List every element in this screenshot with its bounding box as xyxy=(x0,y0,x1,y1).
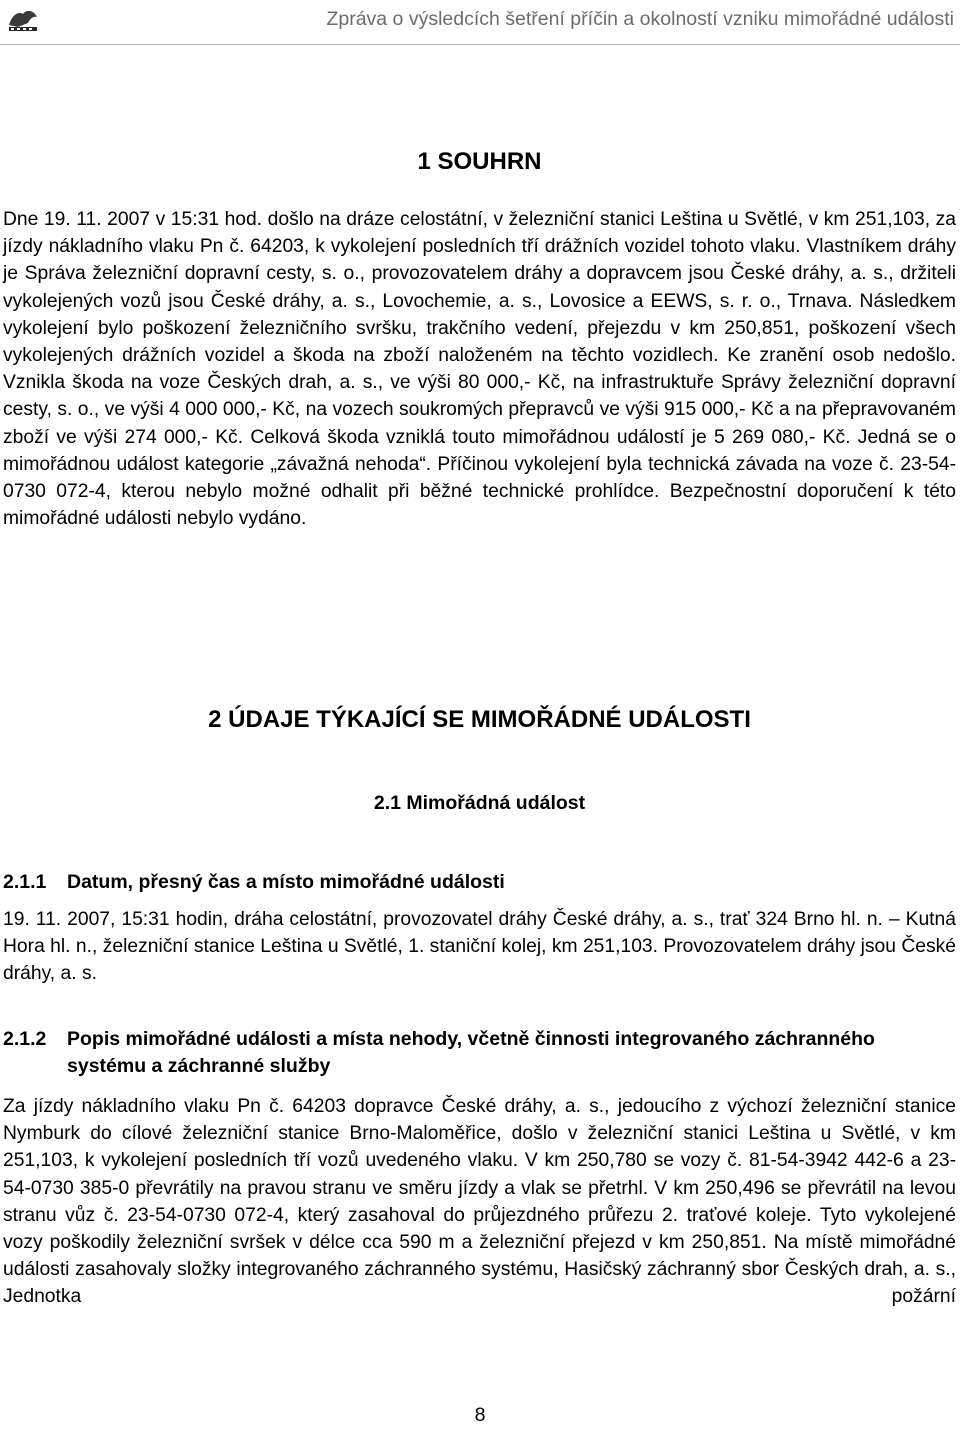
section-2-1-1-number: 2.1.1 xyxy=(3,871,47,893)
section-1-heading: 1 SOUHRN xyxy=(417,148,542,175)
section-2-1-heading: 2.1 Mimořádná událost xyxy=(373,792,586,814)
page-header xyxy=(0,0,960,45)
section-2-1-2-heading xyxy=(3,1026,956,1080)
section-2-1-1-paragraph: 19. 11. 2007, 15:31 hodin, dráha celostátní, provozovatel dráhy České dráhy, a. s., trať 324 Brno hl. n. – Kutná Hora hl. n., železniční stanice Leština u Světlé, 1. staniční kolej, km 251,103. Provozovatelem dráhy jsou České dráhy, a. s. xyxy=(3,909,956,985)
section-2-heading: 2 ÚDAJE TÝKAJÍCÍ SE MIMOŘÁDNÉ UDÁLOSTI xyxy=(208,706,751,733)
section-1-summary-paragraph: Dne 19. 11. 2007 v 15:31 hod. došlo na dráze celostátní, v železniční stanici Leština u Světlé, v km 251,103, za jízdy nákladního vlaku Pn č. 64203, k vykolejení posledních tří drážních vozidel tohoto vlaku. Vlastníkem dráhy je Správa železniční dopravní cesty, s. o., provozovatelem dráhy a dopravcem jsou České dráhy, a. s., držiteli vykolejených vozů jsou České dráhy, a. s., Lovochemie, a. s., Lovosice a EEWS, s. r. o., Trnava. Následkem vykolejení bylo poškození železničního svršku, trakčního vedení, přejezdu v km 250,851, poškození všech vykolejených drážních vozidel a škoda na zboží naloženém na těchto vozidlech. Ke zranění osob nedošlo. Vznikla škoda na voze Českých drah, a. s., ve výši 80 000,- Kč, na infrastruktuře Správy železniční dopravní cesty, s. o., ve výši 4 000 000,- Kč, na vozech soukromých přepravců ve výši 915 000,- Kč a na přepravovaném zboží ve výši 274 000,- Kč. Celková škoda vzniklá touto mimořádnou událostí je 5 269 080,- Kč. Jedná se o mimořádnou událost kategorie „závažná nehoda“. Příčinou vykolejení byla technická závada na voze č. 23-54-0730 072-4, kterou nebylo možné odhalit při běžné technické prohlídce. Bezpečnostní doporučení k této mimořádné události nebylo vydáno. xyxy=(3,209,956,530)
document-header-title: Zpráva o výsledcích šetření příčin a okolností vzniku mimořádné události xyxy=(326,8,954,30)
section-2-1-2-number: 2.1.2 xyxy=(3,1028,47,1050)
section-2-1-1-title: Datum, přesný čas a místo mimořádné události xyxy=(67,871,505,893)
drazni-inspekce-logo-icon xyxy=(6,5,40,35)
section-2-1-2-title: Popis mimořádné události a místa nehody, včetně činnosti integrovaného záchranného systému a záchranné služby xyxy=(67,1028,875,1077)
page-number: 8 xyxy=(474,1404,486,1426)
section-2-1-2-paragraph: Za jízdy nákladního vlaku Pn č. 64203 dopravce České dráhy, a. s., jedoucího z výchozí železniční stanice Nymburk do cílové železniční stanice Brno-Maloměřice, došlo v železniční stanici Leština u Světlé, v km 251,103, k vykolejení posledních tří vozů uvedeného vlaku. V km 250,780 se vozy č. 81-54-3942 442-6 a 23-54-0730 385-0 převrátily na pravou stranu ve směru jízdy a vlak se přetrhl. V km 250,496 se převrátil na levou stranu vůz č. 23-54-0730 072-4, který zasahoval do průjezdného průřezu 2. traťové koleje. Tyto vykolejené vozy poškodily železniční svršek v délce cca 590 m a železniční přejezd v km 250,851. Na místě mimořádné události zasahovaly složky integrovaného záchranného systému, Hasičský záchranný sbor Českých drah, a. s., Jednotka požární xyxy=(3,1096,956,1308)
section-2-1-1-heading xyxy=(3,869,956,896)
